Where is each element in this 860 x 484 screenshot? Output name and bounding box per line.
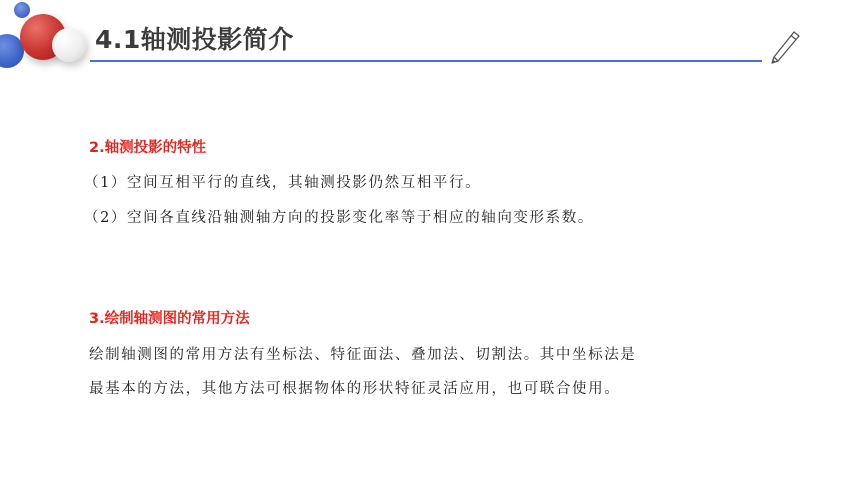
pen-icon <box>764 28 804 68</box>
page-title: 4.1轴测投影简介 <box>95 25 294 54</box>
decor-gray-circle <box>52 28 86 62</box>
title-underline <box>90 60 762 62</box>
property-item-2: （2）空间各直线沿轴测轴方向的投影变化率等于相应的轴向变形系数。 <box>84 210 594 226</box>
method-paragraph-line-1: 绘制轴测图的常用方法有坐标法、特征面法、叠加法、切割法。其中坐标法是 <box>89 347 637 363</box>
property-item-1: （1）空间互相平行的直线，其轴测投影仍然互相平行。 <box>84 175 482 191</box>
section-2-heading: 2.轴测投影的特性 <box>89 140 207 156</box>
method-paragraph-line-2: 最基本的方法，其他方法可根据物体的形状特征灵活应用，也可联合使用。 <box>89 381 621 397</box>
decor-blue-circle-small <box>14 2 30 18</box>
section-3-heading: 3.绘制轴测图的常用方法 <box>89 311 250 327</box>
